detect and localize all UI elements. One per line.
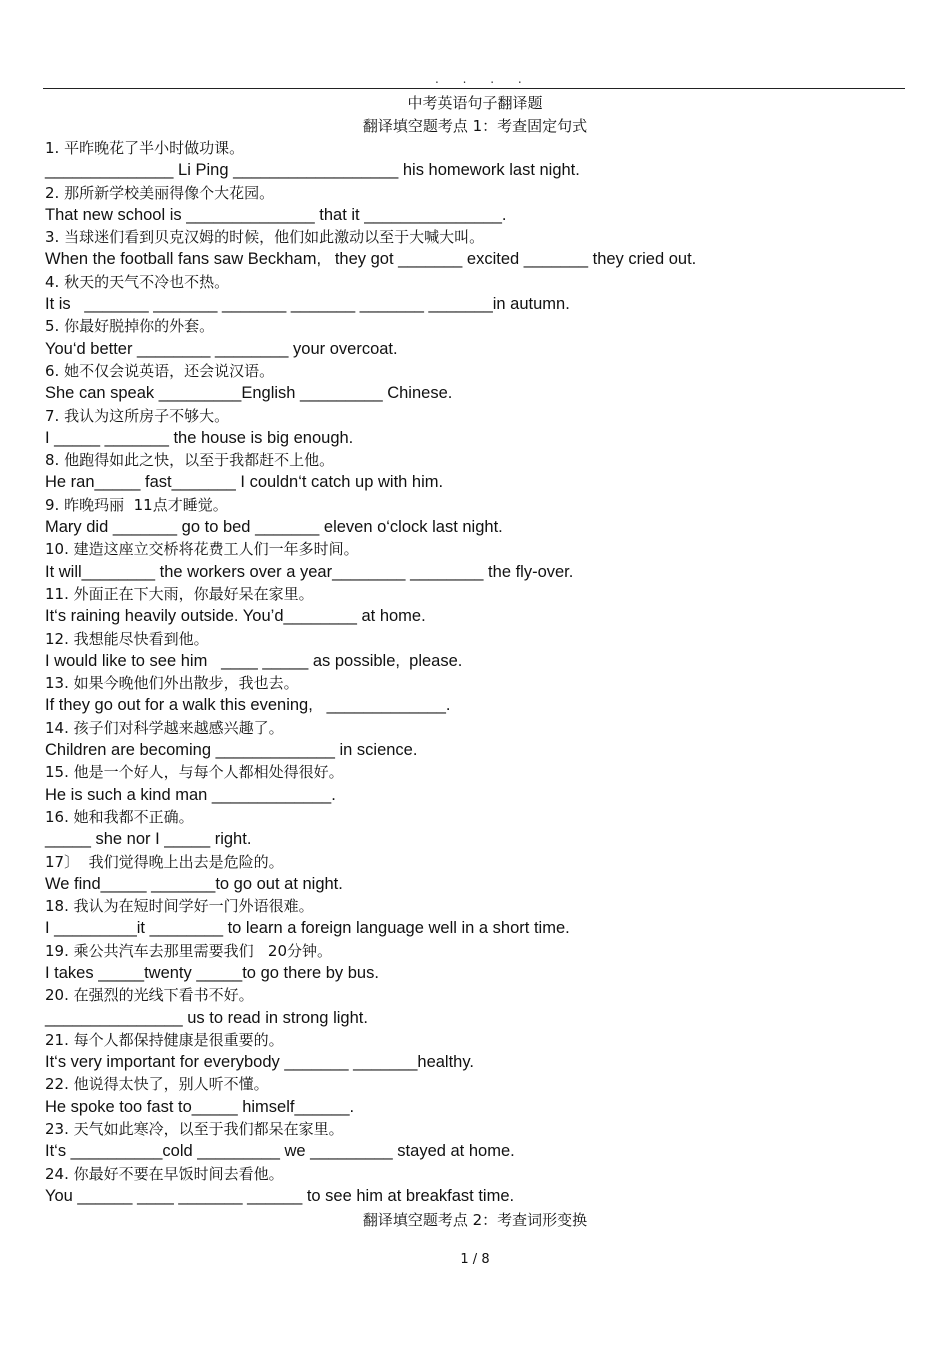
question-prompt: 14. 孩子们对科学越来越感兴趣了。 [45, 718, 284, 737]
question-prompt: 13. 如果今晚他们外出散步，我也去。 [45, 674, 299, 693]
question-prompt: 21. 每个人都保持健康是很重要的。 [45, 1030, 284, 1049]
document-title: 中考英语句子翻译题 [407, 94, 543, 112]
answer-line: _______________ us to read in strong light. [45, 1008, 368, 1027]
answer-line: It will________ the workers over a year________ ________ the fly-over. [45, 562, 574, 581]
answer-line: When the football fans saw Beckham, they got _______ excited _______ they cried out. [45, 250, 697, 269]
question-prompt: 2. 那所新学校美丽得像个大花园。 [45, 183, 275, 202]
question-prompt: 19. 乘公共汽车去那里需要我们 20分钟。 [45, 941, 333, 960]
section-2-heading: 翻译填空题考点 2：考查词形变换 [362, 1211, 588, 1229]
answer-line: It‘s very important for everybody _______ _______healthy. [45, 1053, 474, 1072]
question-prompt: 7. 我认为这所房子不够大。 [45, 406, 230, 425]
answer-line: She can speak _________English _________ Chinese. [45, 384, 453, 403]
question-prompt: 23. 天气如此寒冷，以至于我们都呆在家里。 [45, 1120, 344, 1139]
question-prompt: 15. 他是一个好人，与每个人都相处得很好。 [45, 763, 344, 782]
answer-line: If they go out for a walk this evening, _____________. [45, 696, 451, 715]
section-1-heading: 翻译填空题考点 1：考查固定句式 [362, 117, 588, 135]
header-rule [43, 88, 905, 89]
question-prompt: 20. 在强烈的光线下看书不好。 [45, 986, 254, 1005]
answer-line: I would like to see him ____ _____ as possible, please. [45, 651, 463, 670]
answer-line: Children are becoming _____________ in science. [45, 741, 418, 760]
answer-line: I _________it ________ to learn a foreign language well in a short time. [45, 919, 570, 938]
question-prompt: 5. 你最好脱掉你的外套。 [45, 317, 215, 336]
answer-line: I takes _____twenty _____to go there by bus. [45, 963, 379, 982]
question-prompt: 24. 你最好不要在早饭时间去看他。 [45, 1164, 284, 1183]
question-prompt: 6. 她不仅会说英语，还会说汉语。 [45, 361, 275, 380]
question-prompt: 16. 她和我都不正确。 [45, 807, 194, 826]
answer-line: He ran_____ fast_______ I couldn‘t catch up with him. [45, 473, 444, 492]
answer-line: _____ she nor I _____ right. [45, 830, 252, 849]
exercise-list [45, 137, 925, 1207]
question-prompt: 3. 当球迷们看到贝克汉姆的时候，他们如此激动以至于大喊大叫。 [45, 228, 485, 247]
answer-line: We find_____ _______to go out at night. [45, 874, 343, 893]
answer-line: He spoke too fast to_____ himself______. [45, 1097, 355, 1116]
question-prompt: 10. 建造这座立交桥将花费工人们一年多时间。 [45, 540, 359, 559]
answer-line: He is such a kind man _____________. [45, 785, 336, 804]
page-number: 1 / 8 [460, 1252, 490, 1267]
answer-line: Mary did _______ go to bed _______ eleven o‘clock last night. [45, 518, 503, 537]
question-prompt: 9. 昨晚玛丽 11点才睡觉。 [45, 495, 228, 514]
question-prompt: 1. 平昨晚花了半小时做功课。 [45, 139, 245, 157]
question-prompt: 18. 我认为在短时间学好一门外语很难。 [45, 897, 314, 916]
question-prompt: 17〕 我们觉得晚上出去是危险的。 [45, 852, 284, 871]
answer-line: It‘s raining heavily outside. You’d________ at home. [45, 607, 426, 626]
question-prompt: 4. 秋天的天气不冷也不热。 [45, 272, 230, 291]
question-prompt: 8. 他跑得如此之快，以至于我都赶不上他。 [45, 451, 335, 470]
answer-line: ______________ Li Ping __________________ his homework last night. [45, 161, 580, 180]
answer-line: I _____ _______ the house is big enough. [45, 428, 354, 447]
question-prompt: 12. 我想能尽快看到他。 [45, 629, 209, 648]
answer-line: It is _______ _______ _______ _______ _______ _______in autumn. [45, 295, 570, 314]
answer-line: You ______ ____ _______ ______ to see him at breakfast time. [45, 1186, 515, 1205]
answer-line: It‘s __________cold _________ we _________ stayed at home. [45, 1142, 515, 1161]
header-dots: . . . . [435, 72, 532, 86]
answer-line: That new school is ______________ that it _______________. [45, 205, 507, 224]
answer-line: You‘d better ________ ________ your overcoat. [45, 339, 398, 358]
question-prompt: 22. 他说得太快了，别人听不懂。 [45, 1075, 269, 1094]
question-prompt: 11. 外面正在下大雨，你最好呆在家里。 [45, 584, 314, 603]
